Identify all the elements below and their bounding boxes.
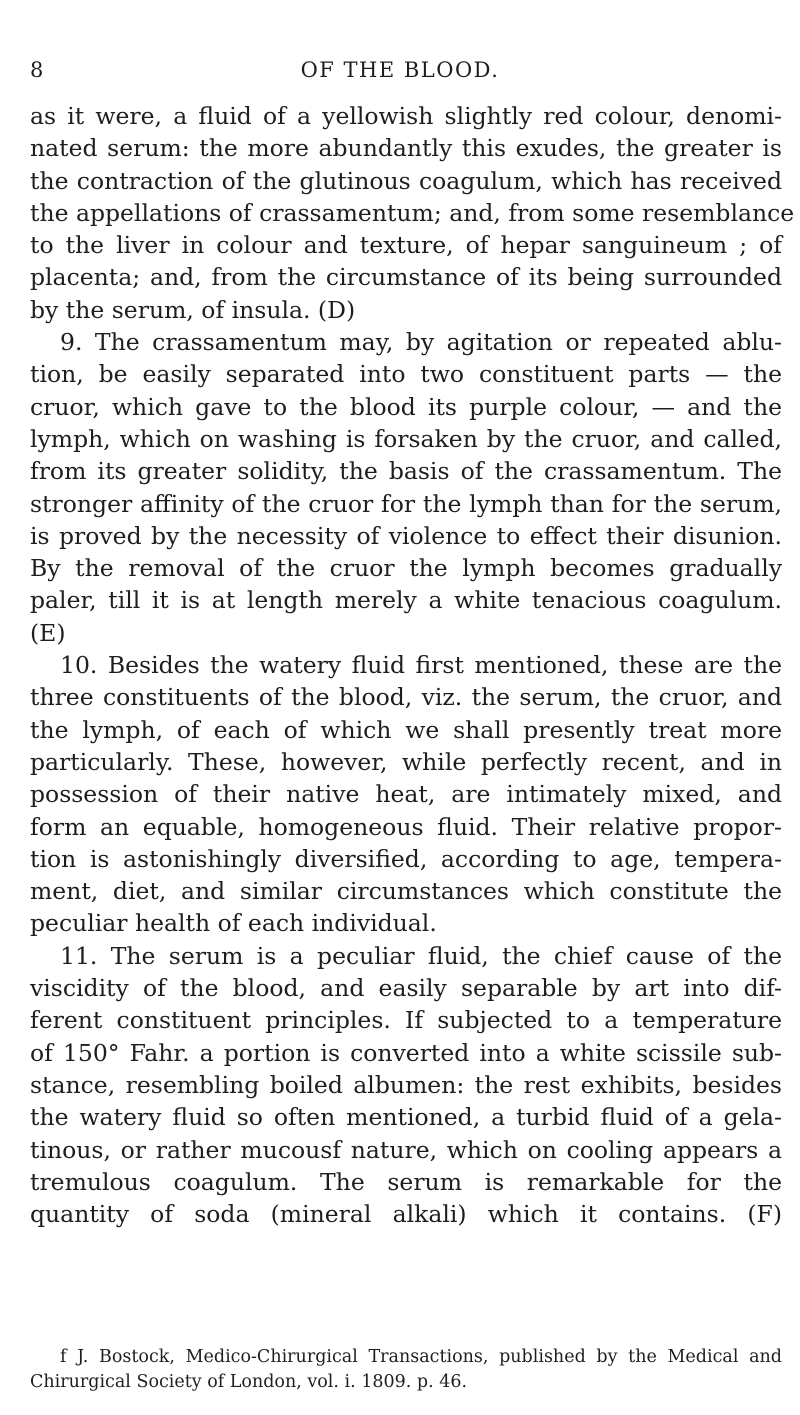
text-line: form an equable, homogeneous fluid. Their relative propor-	[30, 812, 782, 841]
text-line: is proved by the necessity of violence to effect their disunion.	[30, 521, 782, 550]
text-line: the contraction of the glutinous coagulum, which has received	[30, 166, 782, 195]
text-line: stance, resembling boiled albumen: the rest exhibits, besides	[30, 1070, 782, 1099]
text-line: of 150° Fahr. a portion is converted into a white scissile sub-	[30, 1038, 782, 1067]
text-line: cruor, which gave to the blood its purple colour, — and the	[30, 392, 782, 421]
text-line: stronger affinity of the cruor for the lymph than for the serum,	[30, 489, 782, 518]
text-line: placenta; and, from the circumstance of its being surrounded	[30, 263, 782, 292]
text-line: to the liver in colour and texture, of hepar sanguineum ; of	[30, 231, 782, 260]
body-text	[30, 100, 795, 1230]
text-line: the appellations of crassamentum; and, from some resemblance	[30, 198, 795, 227]
text-line: three constituents of the blood, viz. the serum, the cruor, and	[30, 683, 782, 712]
footnote	[30, 1345, 782, 1394]
text-line: peculiar health of each individual.	[30, 909, 437, 938]
text-line: nated serum: the more abundantly this exudes, the greater is	[30, 134, 782, 163]
text-line: quantity of soda (mineral alkali) which it contains. (F)	[30, 1200, 782, 1229]
paragraph-10-start: 10. Besides the watery fluid first mentioned, these are the	[60, 651, 782, 680]
running-head: OF THE BLOOD.	[300, 58, 500, 82]
paragraph-11-start: 11. The serum is a peculiar fluid, the chief cause of the	[60, 941, 782, 970]
text-line: viscidity of the blood, and easily separable by art into dif-	[30, 974, 782, 1003]
paragraph-9-start: 9. The crassamentum may, by agitation or repeated ablu-	[60, 328, 782, 357]
text-line: (E)	[30, 618, 66, 647]
text-line: lymph, which on washing is forsaken by the cruor, and called,	[30, 424, 782, 453]
footnote-line: f J. Bostock, Medico-Chirurgical Transactions, published by the Medical and	[60, 1347, 782, 1367]
text-line: possession of their native heat, are intimately mixed, and	[30, 780, 782, 809]
footnote-line: Chirurgical Society of London, vol. i. 1809. p. 46.	[30, 1371, 468, 1392]
text-line: tremulous coagulum. The serum is remarkable for the	[30, 1167, 782, 1196]
text-line: ferent constituent principles. If subjected to a temperature	[30, 1006, 782, 1035]
text-line: paler, till it is at length merely a white tenacious coagulum.	[30, 586, 782, 615]
text-line: tion, be easily separated into two constituent parts — the	[30, 360, 782, 389]
text-line: tinous, or rather mucousf nature, which on cooling appears a	[30, 1135, 782, 1164]
text-line: particularly. These, however, while perfectly recent, and in	[30, 747, 782, 776]
page-number: 8	[30, 58, 44, 82]
text-line: the watery fluid so often mentioned, a turbid fluid of a gela-	[30, 1103, 782, 1132]
text-line: as it were, a fluid of a yellowish slightly red colour, denomi-	[30, 102, 782, 130]
text-line: by the serum, of insula. (D)	[30, 295, 356, 324]
text-line: ment, diet, and similar circumstances which constitute the	[30, 877, 782, 906]
text-line: By the removal of the cruor the lymph becomes gradually	[30, 554, 782, 583]
text-line: the lymph, of each of which we shall presently treat more	[30, 715, 782, 744]
text-line: from its greater solidity, the basis of the crassamentum. The	[30, 457, 782, 486]
text-line: tion is astonishingly diversified, according to age, tempera-	[30, 844, 782, 873]
